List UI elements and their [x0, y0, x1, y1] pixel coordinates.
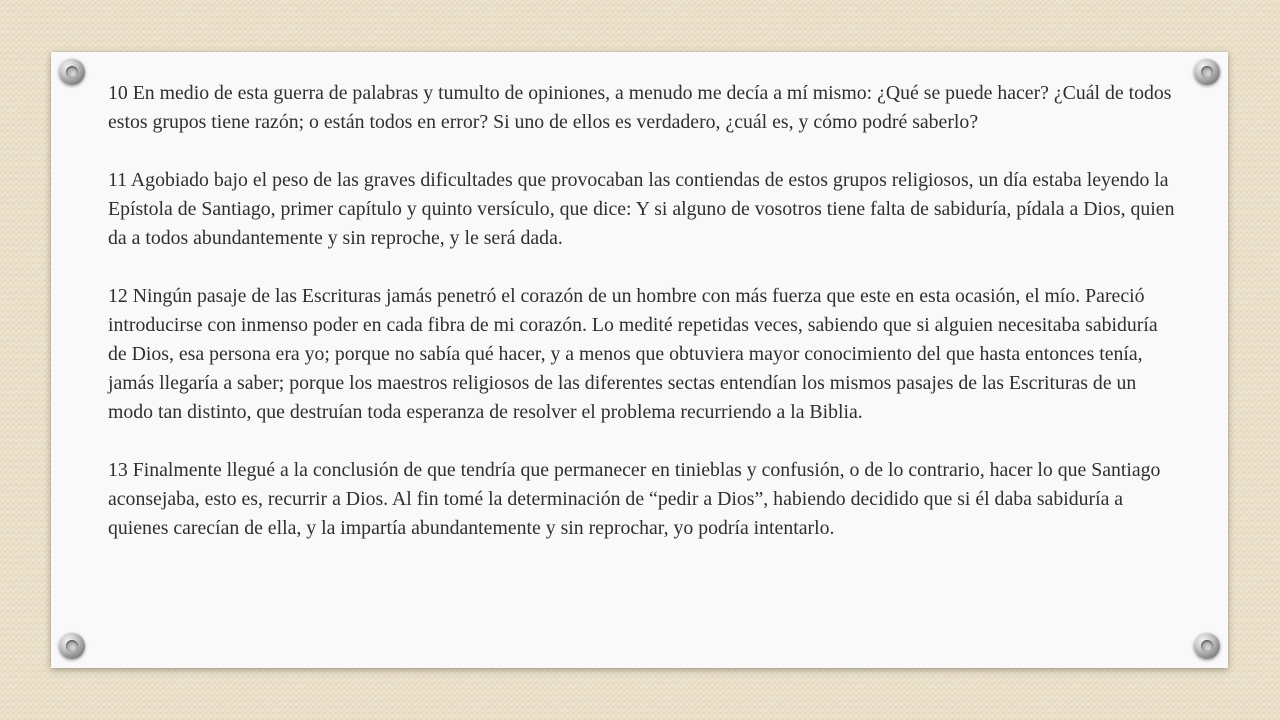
grommet-icon	[1194, 633, 1220, 659]
paragraph-verse-12: 12 Ningún pasaje de las Escrituras jamás penetró el corazón de un hombre con más fuerza que este en esta ocasión, el mío. Pareció introducirse con inmenso poder en cada fibra de mi corazón. Lo medité repetidas veces, sabiendo que si alguien necesitaba sabiduría de Dios, esa persona era yo; porque no sabía qué hacer, y a menos que obtuviera mayor conocimiento del que hasta entonces tenía, jamás llegaría a saber; porque los maestros religiosos de las diferentes sectas entendían los mismos pasajes de las Escrituras de un modo tan distinto, que destruían toda esperanza de resolver el problema recurriendo a la Biblia.	[108, 285, 1158, 423]
paragraph-verse-10: 10 En medio de esta guerra de palabras y tumulto de opiniones, a menudo me decía a mí mismo: ¿Qué se puede hacer? ¿Cuál de todos estos grupos tiene razón; o están todos en error? Si uno de ellos es verdadero, ¿cuál es, y cómo podré saberlo?	[108, 82, 1172, 133]
slide-card	[51, 52, 1228, 668]
paragraph-verse-13: 13 Finalmente llegué a la conclusión de que tendría que permanecer en tinieblas y confusión, o de lo contrario, hacer lo que Santiago aconsejaba, esto es, recurrir a Dios. Al fin tomé la determinación de “pedir a Dios”, habiendo decidido que si él daba sabiduría a quienes carecían de ella, y la impartía abundantemente y sin reprochar, yo podría intentarlo.	[108, 459, 1161, 539]
slide-body-text	[108, 79, 1178, 543]
grommet-icon	[59, 59, 85, 85]
grommet-icon	[59, 633, 85, 659]
grommet-icon	[1194, 59, 1220, 85]
paragraph-verse-11: 11 Agobiado bajo el peso de las graves dificultades que provocaban las contiendas de estos grupos religiosos, un día estaba leyendo la Epístola de Santiago, primer capítulo y quinto versículo, que dice: Y si alguno de vosotros tiene falta de sabiduría, pídala a Dios, quien da a todos abundantemente y sin reproche, y le será dada.	[108, 169, 1175, 249]
